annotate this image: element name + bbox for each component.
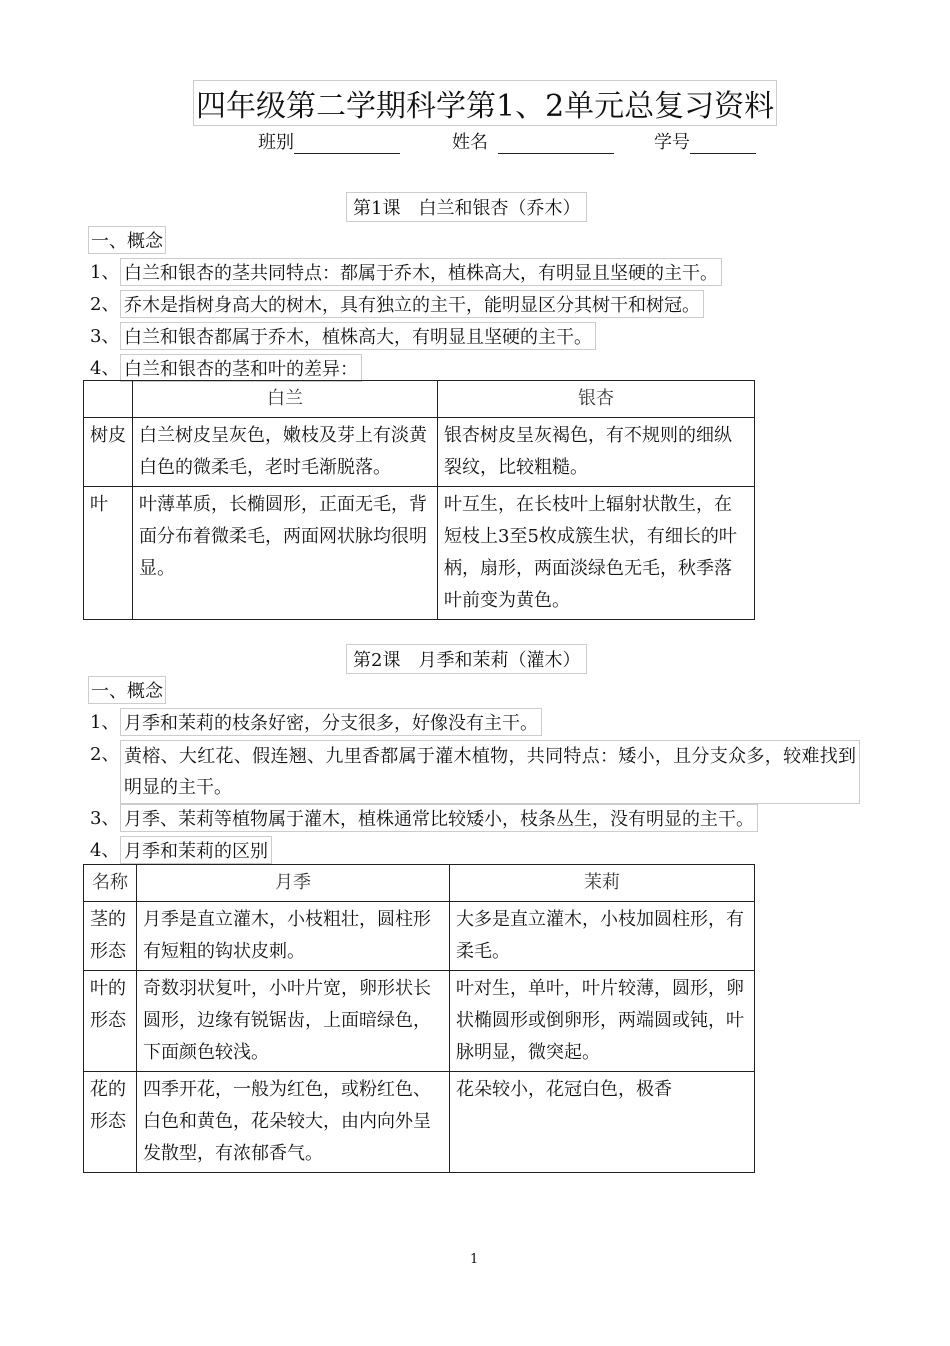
lesson1-table — [83, 380, 755, 620]
lesson2-item-3: 3、 月季、茉莉等植物属于灌木，植株通常比较矮小，枝条丛生，没有明显的主干。 — [90, 804, 860, 832]
row-label: 花的形态 — [84, 1072, 137, 1173]
lesson2-item-1: 1、 月季和茉莉的枝条好密，分支很多，好像没有主干。 — [90, 708, 860, 736]
lesson1-heading: 第1课 白兰和银杏（乔木） — [346, 192, 587, 222]
class-blank — [294, 133, 400, 154]
page-title: 四年级第二学期科学第1、2单元总复习资料 — [193, 80, 777, 126]
table-cell: 花朵较小，花冠白色，极香 — [450, 1072, 755, 1173]
table-cell: 月季是直立灌木，小枝粗壮，圆柱形有短粗的钩状皮刺。 — [137, 902, 450, 971]
row-label: 茎的形态 — [84, 902, 137, 971]
page-number: 1 — [470, 1252, 479, 1267]
row-label: 叶的形态 — [84, 971, 137, 1072]
table-cell: 白兰树皮呈灰色，嫩枝及芽上有淡黄白色的微柔毛，老时毛渐脱落。 — [133, 418, 438, 487]
table-row — [84, 418, 755, 487]
row-label: 叶 — [84, 487, 133, 620]
class-field — [258, 128, 400, 154]
table-cell: 叶薄革质，长椭圆形，正面无毛，背面分布着微柔毛，两面网状脉均很明显。 — [133, 487, 438, 620]
name-blank — [498, 133, 614, 154]
lesson1-section: 一、概念 — [88, 226, 166, 254]
id-blank — [690, 133, 756, 154]
lesson1-item-3: 3、 白兰和银杏都属于乔木，植株高大，有明显且坚硬的主干。 — [90, 322, 850, 350]
table-row — [84, 487, 755, 620]
name-label: 姓名 — [452, 132, 488, 153]
table-cell: 四季开花，一般为红色，或粉红色、白色和黄色，花朵较大，由内向外呈发散型，有浓郁香气。 — [137, 1072, 450, 1173]
class-label: 班别 — [258, 132, 294, 153]
table-header: 白兰 — [133, 381, 438, 418]
lesson2-section: 一、概念 — [88, 676, 166, 704]
table-cell: 叶对生，单叶，叶片较薄，圆形，卵状椭圆形或倒卵形，两端圆或钝，叶脉明显，微突起。 — [450, 971, 755, 1072]
table-row — [84, 971, 755, 1072]
table-cell: 叶互生，在长枝叶上辐射状散生，在短枝上3至5枚成簇生状，有细长的叶柄，扇形，两面淡绿色无毛，秋季落叶前变为黄色。 — [438, 487, 755, 620]
name-field — [452, 128, 614, 154]
table-header: 茉莉 — [450, 865, 755, 902]
lesson1-item-4: 4、 白兰和银杏的茎和叶的差异： — [90, 354, 850, 382]
table-cell: 奇数羽状复叶，小叶片宽，卵形状长圆形，边缘有锐锯齿，上面暗绿色，下面颜色较浅。 — [137, 971, 450, 1072]
id-label: 学号 — [654, 132, 690, 153]
id-field — [654, 128, 756, 154]
lesson2-item-2: 2、 黄榕、大红花、假连翘、九里香都属于灌木植物，共同特点：矮小，且分支众多，较难找到明显的主干。 — [90, 740, 860, 802]
table-cell: 大多是直立灌木，小枝加圆柱形，有柔毛。 — [450, 902, 755, 971]
table-cell: 银杏树皮呈灰褐色，有不规则的细纵裂纹，比较粗糙。 — [438, 418, 755, 487]
table-header: 月季 — [137, 865, 450, 902]
table-row — [84, 902, 755, 971]
table-row — [84, 1072, 755, 1173]
lesson2-item-4: 4、 月季和茉莉的区别 — [90, 836, 860, 864]
lesson2-table — [83, 864, 755, 1173]
table-header: 银杏 — [438, 381, 755, 418]
table-header — [84, 381, 133, 418]
table-header: 名称 — [84, 865, 137, 902]
row-label: 树皮 — [84, 418, 133, 487]
lesson2-heading: 第2课 月季和茉莉（灌木） — [346, 644, 587, 674]
lesson1-item-1: 1、 白兰和银杏的茎共同特点：都属于乔木，植株高大，有明显且坚硬的主干。 — [90, 258, 850, 286]
lesson1-item-2: 2、 乔木是指树身高大的树木，具有独立的主干，能明显区分其树干和树冠。 — [90, 290, 850, 318]
